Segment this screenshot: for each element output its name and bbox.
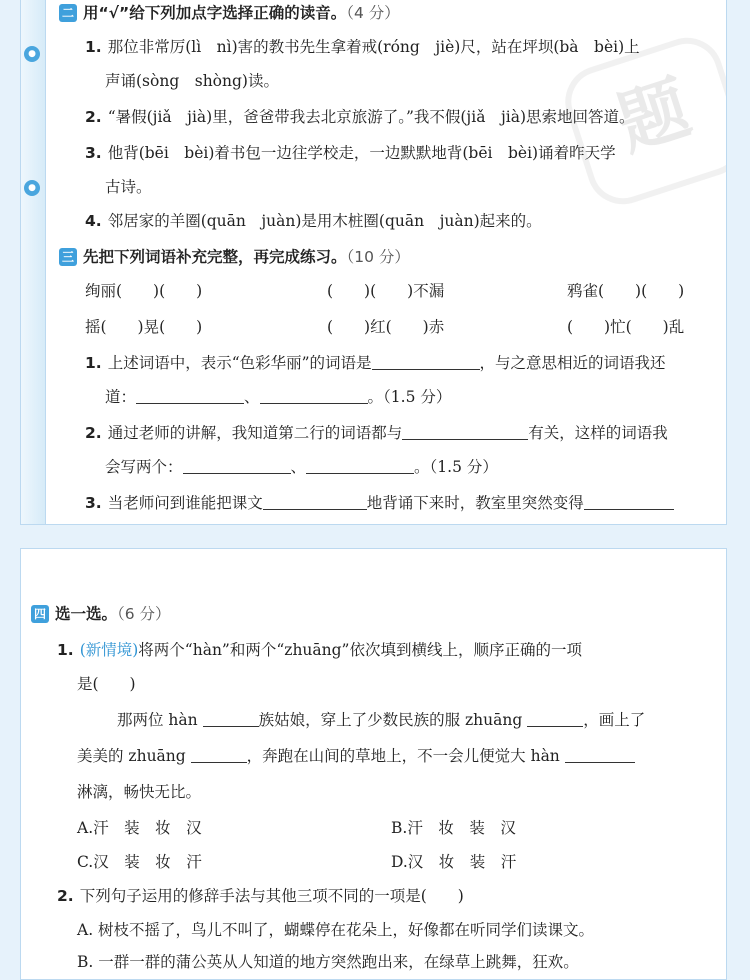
passage-line: 那两位 hàn 族姑娘，穿上了少数民族的服 zhuāng ，画上了 [117, 711, 646, 729]
section4-badge: 四 [31, 605, 49, 623]
section2-heading: 二 用“√”给下列加点字选择正确的读音。（4 分） [59, 2, 400, 24]
side-strip [21, 0, 46, 524]
side-dot-icon: ● [24, 46, 40, 62]
option-b[interactable]: B. 一群一群的蒲公英从人知道的地方突然跑出来，在绿草上跳舞，狂欢。 [77, 953, 579, 971]
question-item-cont: 会写两个： 、 。（1.5 分） [105, 458, 498, 476]
answer-blank[interactable] [527, 710, 583, 727]
question-item-cont: 古诗。 [105, 178, 152, 196]
question-item: 3. 当老师问到谁能把课文 地背诵下来时，教室里突然变得 [85, 492, 674, 514]
option-c[interactable]: C.汉 装 妆 汗 [77, 853, 202, 871]
answer-blank[interactable] [584, 493, 674, 510]
answer-blank[interactable] [260, 387, 368, 404]
answer-blank[interactable] [183, 457, 291, 474]
section2-badge: 二 [59, 4, 77, 22]
answer-blank[interactable] [565, 746, 635, 763]
option-b[interactable]: B.汗 妆 装 汉 [391, 819, 516, 837]
word-blank[interactable]: ( )( )不漏 [327, 282, 445, 300]
word-blank[interactable]: 绚丽( )( ) [85, 282, 203, 300]
option-a[interactable]: A.汗 装 妆 汉 [77, 819, 202, 837]
new-context-tag: (新情境) [79, 641, 139, 659]
question-item-cont: 道： 、 。（1.5 分） [105, 388, 452, 406]
watermark-logo: 题 [556, 28, 727, 213]
question-item: 4. 邻居家的羊圈(quān juàn)是用木桩圈(quān juàn)起来的。 [85, 212, 542, 230]
word-blank[interactable]: ( )红( )赤 [327, 318, 445, 336]
word-blank[interactable]: 鸦雀( )( ) [567, 282, 685, 300]
worksheet-card-top [20, 0, 727, 525]
worksheet-card-bottom [20, 548, 727, 980]
answer-blank[interactable] [402, 423, 528, 440]
question-item: 2. 下列句子运用的修辞手法与其他三项不同的一项是( ) [57, 887, 464, 905]
question-item: 2. 通过老师的讲解，我知道第二行的词语都与 有关，这样的词语我 [85, 424, 668, 442]
question-item: 1. 那位非常厉(lì nì)害的教书先生拿着戒(róng jiè)尺，站在坪坝(bà bèi)上 [85, 38, 640, 56]
section3-badge: 三 [59, 248, 77, 266]
passage-line: 淋漓，畅快无比。 [77, 783, 202, 801]
word-blank[interactable]: 摇( )晃( ) [85, 318, 203, 336]
question-item: 1. (新情境)将两个“hàn”和两个“zhuāng”依次填到横线上，顺序正确的一项 [57, 641, 582, 659]
passage-line: 美美的 zhuāng ，奔跑在山间的草地上，不一会儿便觉大 hàn [77, 745, 635, 767]
answer-blank[interactable] [306, 457, 414, 474]
answer-blank[interactable] [263, 493, 367, 510]
question-item: 1. 上述词语中，表示“色彩华丽”的词语是 ，与之意思相近的词语我还 [85, 354, 666, 372]
question-item: 2. “暑假(jiǎ jià)里，爸爸带我去北京旅游了。”我不假(jiǎ jià)思索地回答道。 [85, 108, 635, 126]
side-dot-icon: ● [24, 180, 40, 196]
answer-blank[interactable] [191, 746, 247, 763]
answer-blank[interactable] [203, 710, 259, 727]
word-blank[interactable]: ( )忙( )乱 [567, 318, 685, 336]
question-item: 3. 他背(bēi bèi)着书包一边往学校走，一边默默地背(bēi bèi)诵着昨天学 [85, 144, 616, 162]
question-item-cont: 是( ) [77, 675, 136, 693]
answer-blank[interactable] [372, 353, 480, 370]
section3-heading: 三 先把下列词语补充完整，再完成练习。（10 分） [59, 246, 410, 268]
answer-blank[interactable] [136, 387, 244, 404]
option-d[interactable]: D.汉 妆 装 汗 [391, 853, 517, 871]
option-a[interactable]: A. 树枝不摇了，鸟儿不叫了，蝴蝶停在花朵上，好像都在听同学们读课文。 [77, 921, 595, 939]
section4-heading: 四 选一选。（6 分） [31, 603, 171, 625]
question-item-cont: 声诵(sòng shòng)读。 [105, 72, 279, 90]
